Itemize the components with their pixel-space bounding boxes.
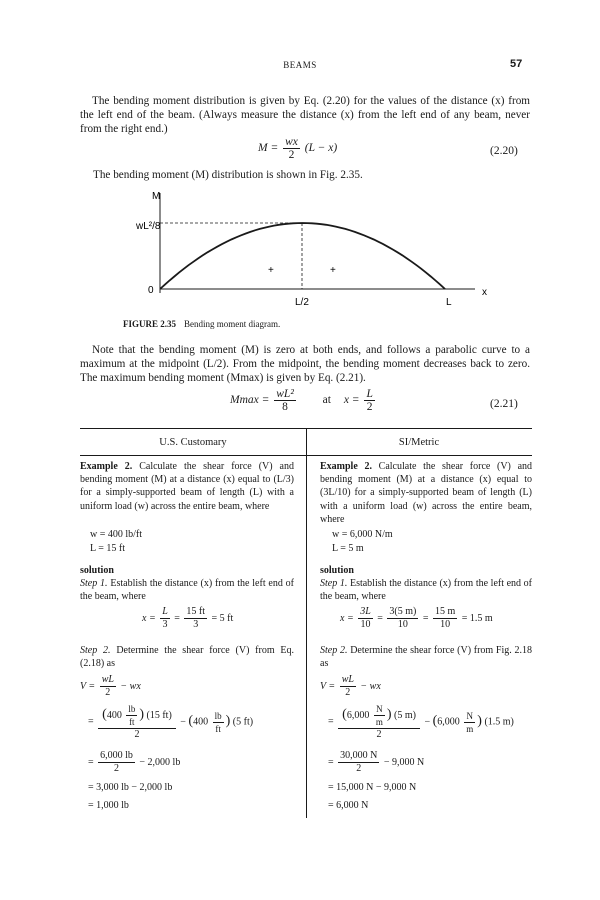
right-v2-a: 6,000 [346,709,370,721]
right-x-equation [340,606,493,631]
right-v1-frac [340,674,356,699]
left-solution-label: solution [80,565,114,576]
right-v2-ud2: m [466,723,474,734]
left-step1 [80,577,294,603]
right-v-eq4: = 15,000 N − 9,000 N [328,782,417,793]
right-step1-label: Step 1. [320,578,348,589]
x-end-label: L [446,297,452,305]
left-example-text: Calculate the shear force (V) and bending moment (M) at a distance (x) equal to (L/3) for a simply-supported beam of length (L) with a uniform load (w) across the entire beam, where [80,461,294,512]
right-step1-text: Establish the distance (x) from the left end of the beam, where [320,578,532,603]
left-x-n2: 15 ft [186,606,205,617]
right-v2-unit [374,703,385,728]
left-v2-un2: lb [214,710,222,721]
left-step1-text: Establish the distance (x) from the left end of the beam, where [80,578,295,603]
right-v3-frac [338,750,379,775]
right-v-eq2: = (6,000 $\frac{N}{m}$ ) (5 m) 2 − (6,000 $\frac{N}{m}$ ) (1.5 m) [328,704,514,740]
right-x-frac1 [358,606,373,631]
left-v-eq4: = 3,000 lb − 2,000 lb [88,782,173,793]
left-x-n1: L [162,606,168,617]
eq-lhs: M = [258,142,279,155]
right-v1-rest: − wx [360,680,381,692]
right-x-result: = 1.5 m [461,612,493,624]
right-x-n2: 3(5 m) [389,606,417,617]
right-v-eq5: = 6,000 N [328,800,369,811]
right-x-eq1: = [377,612,383,624]
right-v2-bigfrac [338,703,420,741]
right-column-title: SI/Metric [398,437,440,448]
left-v2-un: lb [128,704,136,714]
right-x-frac3 [433,606,457,631]
eq221-numerator: wL² [276,388,294,400]
left-x-eq1: = [174,612,180,624]
left-example-label: Example 2. [80,461,133,472]
bending-moment-chart [130,185,510,305]
right-v3-den: 2 [356,763,362,774]
eq221-numerator2: L [366,388,373,400]
left-example [80,460,294,513]
x-axis-label: x [482,287,487,298]
right-v1-num: wL [341,674,354,685]
right-v1-lhs: V = [320,680,336,692]
left-v1-rest: − wx [120,680,141,692]
right-v2-un2: N [464,710,475,723]
left-v2-unit2 [213,710,224,735]
equation-number-2-21: (2.21) [490,398,518,410]
right-v1-den: 2 [345,687,351,698]
left-x-frac2 [184,606,207,631]
left-step2-text: Determine the shear force (V) from Eq. (2.18) as [80,645,295,670]
left-v2-ud: ft [129,717,135,727]
right-v2-unit2 [464,710,475,735]
right-step2 [320,644,532,670]
right-x-n3: 15 m [434,606,456,617]
right-v2-ud: m [375,717,383,727]
y-axis-label: M [152,191,161,202]
right-v2-un: N [374,703,385,716]
left-given-1: w = 400 lb/ft [90,529,143,540]
right-x-d1: 10 [360,619,371,630]
left-x-lhs: x = [142,612,156,624]
left-x-frac1 [160,606,170,631]
right-solution-label: solution [320,565,354,576]
right-example-label: Example 2. [320,461,372,472]
eq-denominator: 2 [288,149,295,161]
left-v3-num: 6,000 lb [100,750,133,761]
eq221-at: at [322,394,331,407]
left-v3-den: 2 [114,763,120,774]
left-v-eq1 [80,674,141,699]
left-v2-bigfrac [98,703,176,741]
left-v2-eq: = [88,716,94,728]
right-example-text: Calculate the shear force (V) and bending moment (M) at a distance (x) equal to (3L/10) for a simply-supported beam of length (L) with a uniform load (w) across the entire beam, where [320,461,533,525]
eq-numerator: wx [285,136,298,148]
equation-number-2-20: (2.20) [490,145,518,157]
right-v2-len2: (1.5 m) [484,716,514,728]
right-given-2: L = 5 m [332,543,364,554]
right-x-eq2: = [422,612,429,624]
page-number: 57 [510,58,523,70]
left-v2-b: 400 [193,716,209,728]
equation-2-20 [258,136,337,161]
left-v2-unit [126,703,137,728]
right-v2-eq: = [328,716,334,728]
right-x-d3: 10 [440,619,451,630]
figure-caption [123,319,280,329]
moment-curve [160,223,445,289]
eq221-x: x = [343,394,360,407]
intro-paragraph: The bending moment distribution is given by Eq. (2.20) for the values of the distance (x) from the left end of the beam. (Always measure the distance (x) from the left end of any beam, never from the right end.) [80,95,530,136]
right-given-1: w = 6,000 N/m [332,529,393,540]
eq221-fraction2 [364,388,374,413]
right-v-eq1 [320,674,381,699]
left-step1-label: Step 1. [80,578,108,589]
right-x-frac2 [387,606,418,631]
y-max-label: wL²/8 [136,221,161,232]
figure-intro: The bending moment (M) distribution is shown in Fig. 2.35. [93,169,363,181]
left-column-title: U.S. Customary [159,437,227,448]
eq221-denominator2: 2 [366,401,373,413]
right-v2-numerator: (6,000 $\frac{N}{m}$ ) (5 m) [338,703,420,729]
left-given-2: L = 15 ft [90,543,125,554]
left-v3-eq: = [88,756,94,768]
plus-sign-left: + [268,265,274,276]
plus-sign-right: + [330,265,336,276]
left-v3-frac [98,750,135,775]
right-v3-eq: = [328,756,334,768]
left-x-result: = 5 ft [211,612,234,624]
left-v-eq2: = (400 $\frac{lb}{ft}$ ) (15 ft) 2 − (400 $\frac{lb}{ft}$ ) (5 ft) [88,704,254,740]
running-head: BEAMS [283,60,317,70]
right-x-n1: 3L [360,606,371,617]
left-v2-den: 2 [134,729,140,740]
left-step2 [80,644,294,670]
eq-rest: (L − x) [304,142,338,155]
right-v2-len: (5 m) [394,709,416,721]
right-step1 [320,577,532,603]
left-v2-numerator: (400 $\frac{lb}{ft}$ ) (15 ft) [98,703,176,729]
eq221-lhs: Mmax = [230,394,270,407]
left-v3-rest: − 2,000 lb [139,756,181,768]
left-v1-den: 2 [105,687,111,698]
eq-fraction [283,136,300,161]
eq221-fraction [274,388,296,413]
left-v2-ud2: ft [215,723,221,734]
y-zero-label: 0 [148,285,154,296]
caption-text: Bending moment diagram. [184,319,281,329]
left-step2-label: Step 2. [80,645,111,656]
left-x-equation [142,606,233,631]
note-paragraph: Note that the bending moment (M) is zero at both ends, and follows a parabolic curve to a maximum at the midpoint (L/2). From the midpoint, the bending moment decreases back to zero. The maximum bending moment (Mmax) is given by Eq. (2.21). [80,344,530,385]
right-v3-num: 30,000 N [340,750,378,761]
left-x-d1: 3 [162,619,168,630]
left-x-d2: 3 [193,619,199,630]
left-v-eq3 [88,750,180,775]
right-v3-rest: − 9,000 N [383,756,425,768]
left-v1-num: wL [101,674,114,685]
left-v2-len: (15 ft) [146,709,172,721]
left-v2-minus: − [180,716,186,728]
equation-2-21 [230,388,377,413]
right-v2-b: 6,000 [437,716,460,728]
left-v2-a: 400 [106,709,122,721]
x-mid-label: L/2 [295,297,309,305]
right-example [320,460,532,526]
right-step2-label: Step 2. [320,645,348,656]
right-v2-den: 2 [376,729,382,740]
caption-number: FIGURE 2.35 [123,319,177,329]
left-v1-frac [100,674,116,699]
right-x-d2: 10 [397,619,408,630]
right-v-eq3 [328,750,424,775]
right-step2-text: Determine the shear force (V) from Fig. 2.18 as [320,645,533,670]
right-x-lhs: x = [340,612,354,624]
right-v2-minus: − [424,716,431,728]
table-divider [306,428,307,818]
eq221-denominator: 8 [282,401,288,413]
left-v2-len2: (5 ft) [232,716,254,728]
left-v1-lhs: V = [80,680,96,692]
left-v-eq5: = 1,000 lb [88,800,129,811]
